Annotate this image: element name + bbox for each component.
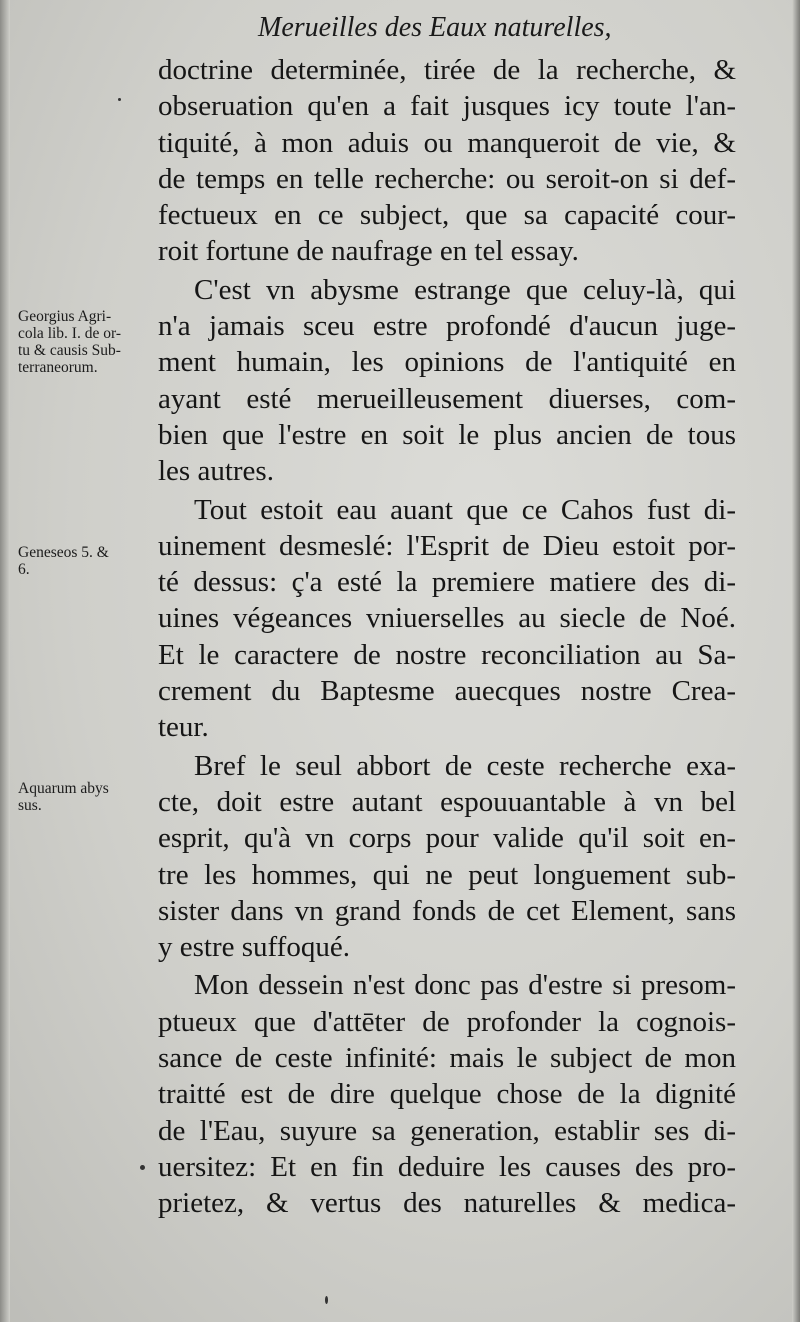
text-line: ptueux que d'attēter de profonder la cognois- xyxy=(158,1005,736,1038)
text-line: roit fortune de naufrage en tel essay. xyxy=(158,235,579,268)
text-line: tre les hommes, qui ne peut longuement sub- xyxy=(158,858,736,891)
text-line: n'a jamais sceu estre profondé d'aucun juge- xyxy=(158,310,736,343)
text-line: Et le caractere de nostre reconciliation au Sa- xyxy=(158,638,736,671)
text-line: doctrine determinée, tirée de la recherche, & xyxy=(158,54,736,86)
note-line: cola lib. I. de or- xyxy=(18,325,121,342)
text-line: fectueux en ce subject, que sa capacité cour- xyxy=(158,199,736,232)
margin-note xyxy=(18,780,156,814)
paragraph xyxy=(158,967,736,1221)
text-line: teur. xyxy=(158,711,209,744)
text-line: ment humain, les opinions de l'antiquité en xyxy=(158,346,736,379)
text-line: esprit, qu'à vn corps pour valide qu'il soit en- xyxy=(158,822,736,855)
text-line: tiquité, à mon aduis ou manqueroit de vie, & xyxy=(158,126,736,159)
note-line: tu & causis Sub- xyxy=(18,342,121,359)
text-line: sister dans vn grand fonds de cet Element, sans xyxy=(158,894,736,927)
text-line: de temps en telle recherche: ou seroit-on si def- xyxy=(158,162,736,195)
margin-note xyxy=(18,544,156,578)
ink-speck xyxy=(118,98,121,101)
running-head: Merueilles des Eaux naturelles, xyxy=(258,12,612,43)
page-edge-left xyxy=(0,0,10,1322)
paragraph xyxy=(158,492,736,746)
page-edge-right xyxy=(792,0,800,1322)
note-line: sus. xyxy=(18,797,42,814)
ink-speck xyxy=(140,1165,145,1170)
text-line: sance de ceste infinité: mais le subject de mon xyxy=(158,1042,736,1075)
text-line: bien que l'estre en soit le plus ancien de tous xyxy=(158,418,736,451)
note-line: 6. xyxy=(18,561,30,578)
text-line: crement du Baptesme auecques nostre Crea- xyxy=(158,675,736,708)
text-line: té dessus: ç'a esté la premiere matiere des di- xyxy=(158,566,736,599)
text-line: Mon dessein n'est donc pas d'estre si presom- xyxy=(194,969,736,1002)
text-line: de l'Eau, suyure sa generation, establir ses di- xyxy=(158,1114,736,1147)
text-line: y estre suffoqué. xyxy=(158,931,350,964)
note-line: Geneseos 5. & xyxy=(18,544,109,561)
text-line: C'est vn abysme estrange que celuy-là, qui xyxy=(194,273,736,306)
margin-note xyxy=(18,308,156,376)
text-line: prietez, & vertus des naturelles & medica- xyxy=(158,1187,736,1220)
text-line: obseruation qu'en a fait jusques icy toute l'an- xyxy=(158,90,736,123)
text-line: ayant esté merueilleusement diuerses, com- xyxy=(158,382,736,415)
text-line: uines végeances vniuerselles au siecle de Noé. xyxy=(158,602,736,635)
body-text xyxy=(158,52,736,1222)
paragraph xyxy=(158,272,736,490)
note-line: terraneorum. xyxy=(18,359,98,376)
ink-speck xyxy=(325,1296,328,1304)
paragraph xyxy=(158,52,736,270)
text-line: les autres. xyxy=(158,455,274,488)
text-line: cte, doit estre autant espouuantable à vn bel xyxy=(158,785,736,818)
note-line: Georgius Agri- xyxy=(18,308,112,325)
text-line: Tout estoit eau auant que ce Cahos fust di- xyxy=(194,493,736,526)
paragraph xyxy=(158,748,736,966)
note-line: Aquarum abys xyxy=(18,780,109,797)
text-line: Bref le seul abbort de ceste recherche exa- xyxy=(194,749,736,782)
text-line: uinement desmeslé: l'Esprit de Dieu estoit por- xyxy=(158,529,736,562)
text-line: traitté est de dire quelque chose de la dignité xyxy=(158,1078,736,1111)
text-line: uersitez: Et en fin deduire les causes des pro- xyxy=(158,1150,736,1183)
